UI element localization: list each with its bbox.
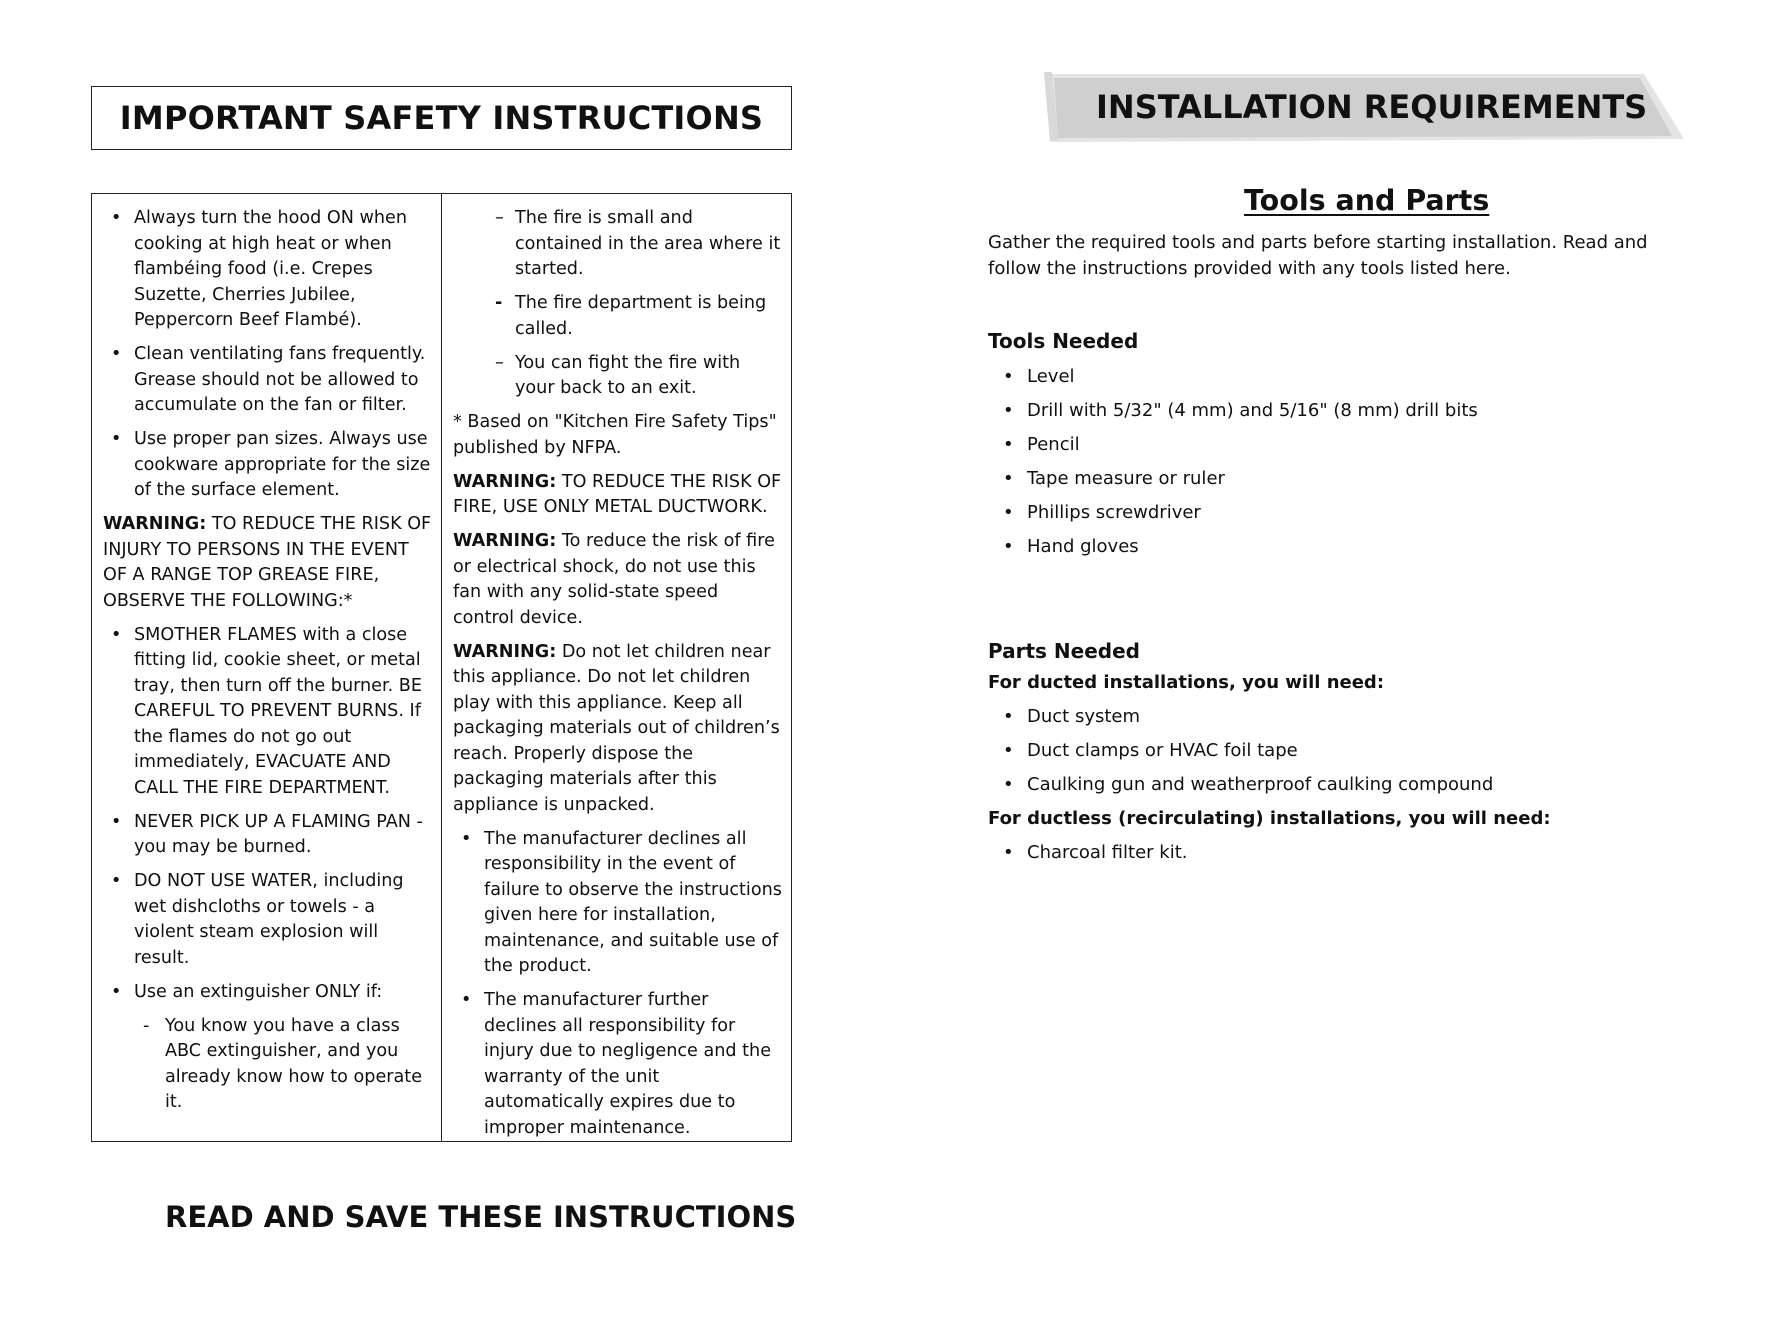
- warning-electrical-shock: [453, 529, 783, 631]
- safety-column-left: [92, 194, 442, 1141]
- read-and-save-footer: READ AND SAVE THESE INSTRUCTIONS: [165, 1200, 797, 1234]
- bullet-extinguisher: • Use an extinguisher ONLY if:: [103, 980, 433, 1006]
- list-item: • Tape measure or ruler: [988, 466, 1648, 492]
- safety-table: [91, 193, 792, 1142]
- list-item: • Phillips screwdriver: [988, 500, 1648, 526]
- bullet-manufacturer-declines: • The manufacturer declines all responsibility in the event of failure to observe the instructions given here for installation, maintenance, and suitable use of the product.: [453, 827, 783, 980]
- warning-label: WARNING:: [453, 471, 557, 492]
- dash-mark: –: [495, 352, 504, 373]
- warning-text: TO REDUCE THE RISK OF INJURY TO PERSONS IN THE EVENT OF A RANGE TOP GREASE FIRE, OBSERVE THE FOLLOWING:*: [103, 514, 432, 611]
- dash-class-abc: [103, 1014, 433, 1116]
- parts-list: [988, 670, 1648, 874]
- tools-intro: Gather the required tools and parts before starting installation. Read and follow the instructions provided with any tools listed here.: [988, 232, 1648, 279]
- nfpa-note: * Based on "Kitchen Fire Safety Tips" published by NFPA.: [453, 412, 777, 458]
- dash-mark: –: [495, 208, 504, 228]
- bullet-hood-on: • Always turn the hood ON when cooking at high heat or when flambéing food (i.e. Crepes Suzette, Cherries Jubilee, Peppercorn Beef Flambé).: [103, 206, 433, 334]
- list-item: • Hand gloves: [988, 534, 1648, 560]
- list-item: • Pencil: [988, 432, 1648, 458]
- dash-text: The fire is small and contained in the area where it started.: [515, 208, 781, 279]
- safety-title-box: [91, 86, 792, 150]
- warning-metal-ductwork: [453, 470, 783, 521]
- warning-label: WARNING:: [453, 641, 557, 662]
- dash-mark: -: [143, 1015, 150, 1036]
- ductless-heading: For ductless (recirculating) installations, you will need:: [988, 808, 1551, 829]
- installation-banner-title: INSTALLATION REQUIREMENTS: [1096, 88, 1648, 126]
- dash-text: You know you have a class ABC extinguisher, and you already know how to operate it.: [165, 1015, 423, 1112]
- bullet-never-pick-up: • NEVER PICK UP A FLAMING PAN - you may be burned.: [103, 810, 433, 861]
- installation-banner: [1044, 72, 1684, 144]
- dash-mark: -: [495, 293, 503, 313]
- list-item: • Duct clamps or HVAC foil tape: [988, 738, 1648, 764]
- list-item: • Drill with 5/32" (4 mm) and 5/16" (8 mm) drill bits: [988, 398, 1648, 424]
- warning-text: To reduce the risk of fire or electrical shock, do not use this fan with any solid-state speed control device.: [453, 531, 775, 628]
- bullet-manufacturer-further: • The manufacturer further declines all responsibility for injury due to negligence and the warranty of the unit automatically expires due to improper maintenance.: [453, 988, 783, 1141]
- list-item: • Duct system: [988, 704, 1648, 730]
- dash-fire-department: [453, 291, 783, 342]
- safety-title: IMPORTANT SAFETY INSTRUCTIONS: [119, 99, 764, 137]
- safety-column-right: [442, 194, 791, 1141]
- dash-back-to-exit: [453, 351, 783, 402]
- parts-needed-heading: Parts Needed: [988, 639, 1140, 663]
- dash-fire-small: [453, 206, 783, 283]
- list-item: • Charcoal filter kit.: [988, 840, 1648, 866]
- bullet-no-water: • DO NOT USE WATER, including wet dishcloths or towels - a violent steam explosion will result.: [103, 869, 433, 971]
- warning-text: Do not let children near this appliance. Do not let children play with this appliance. Keep all packaging materials out of children’s reach. Properly dispose the packaging materials after this appliance is unpacked.: [453, 641, 780, 815]
- ducted-heading: For ducted installations, you will need:: [988, 672, 1385, 693]
- bullet-pan-sizes: • Use proper pan sizes. Always use cookware appropriate for the size of the surface element.: [103, 427, 433, 504]
- bullet-clean-fans: • Clean ventilating fans frequently. Grease should not be allowed to accumulate on the fan or filter.: [103, 342, 433, 419]
- tools-and-parts-title: Tools and Parts: [1244, 184, 1490, 217]
- tools-list: [988, 364, 1648, 568]
- warning-grease-fire: [103, 512, 433, 614]
- warning-label: WARNING:: [453, 531, 557, 551]
- list-item: • Caulking gun and weatherproof caulking compound: [988, 772, 1648, 798]
- tools-needed-heading: Tools Needed: [988, 329, 1139, 353]
- list-item: • Level: [988, 364, 1648, 390]
- dash-text: You can fight the fire with your back to an exit.: [515, 352, 741, 398]
- bullet-smother-flames: • SMOTHER FLAMES with a close fitting lid, cookie sheet, or metal tray, then turn off the burner. BE CAREFUL TO PREVENT BURNS. If the flames do not go out immediately, EVACUATE AND CALL THE FIRE DEPARTMENT.: [103, 623, 433, 802]
- dash-text: The fire department is being called.: [515, 293, 767, 339]
- warning-children: [453, 640, 783, 819]
- warning-text: TO REDUCE THE RISK OF FIRE, USE ONLY METAL DUCTWORK.: [453, 471, 782, 517]
- warning-label: WARNING:: [103, 514, 207, 534]
